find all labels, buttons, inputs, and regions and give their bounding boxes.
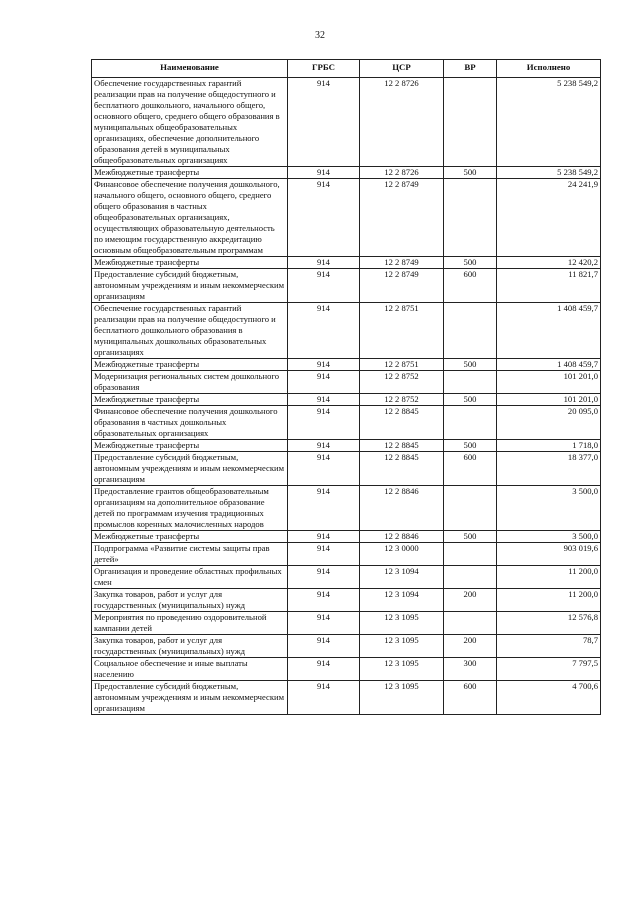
table-row	[92, 566, 601, 589]
header-vr: ВР	[444, 60, 497, 78]
cell-csr: 12 2 8751	[360, 359, 444, 371]
table-row	[92, 635, 601, 658]
cell-csr: 12 3 1095	[360, 635, 444, 658]
cell-amount: 1 408 459,7	[497, 359, 601, 371]
cell-csr: 12 3 1094	[360, 589, 444, 612]
cell-name: Межбюджетные трансферты	[92, 359, 288, 371]
cell-name: Предоставление субсидий бюджетным, автономным учреждениям и иным некоммерческим организациям	[92, 269, 288, 303]
cell-grbs: 914	[288, 486, 360, 531]
table-row	[92, 589, 601, 612]
table-row	[92, 371, 601, 394]
table-header-row	[92, 60, 601, 78]
cell-grbs: 914	[288, 167, 360, 179]
cell-vr: 300	[444, 658, 497, 681]
cell-vr: 600	[444, 681, 497, 715]
cell-amount: 4 700,6	[497, 681, 601, 715]
table-row	[92, 452, 601, 486]
cell-vr	[444, 612, 497, 635]
cell-grbs: 914	[288, 566, 360, 589]
cell-name: Закупка товаров, работ и услуг для государственных (муниципальных) нужд	[92, 635, 288, 658]
table-row	[92, 179, 601, 257]
cell-name: Финансовое обеспечение получения дошкольного, начального общего, основного общего, среднего общего образования в частных общеобразовательных организациях, осуществляющих образовательную деятельность по имеющим государственную аккредитацию основным общеобразовательным программам	[92, 179, 288, 257]
cell-grbs: 914	[288, 269, 360, 303]
cell-amount: 1 408 459,7	[497, 303, 601, 359]
page-number: 32	[315, 30, 325, 41]
cell-amount: 3 500,0	[497, 531, 601, 543]
table-row	[92, 359, 601, 371]
cell-grbs: 914	[288, 394, 360, 406]
cell-csr: 12 2 8845	[360, 406, 444, 440]
cell-grbs: 914	[288, 359, 360, 371]
cell-grbs: 914	[288, 452, 360, 486]
cell-csr: 12 3 1095	[360, 681, 444, 715]
table-row	[92, 531, 601, 543]
cell-grbs: 914	[288, 612, 360, 635]
cell-csr: 12 2 8846	[360, 486, 444, 531]
cell-grbs: 914	[288, 78, 360, 167]
table-row	[92, 269, 601, 303]
cell-csr: 12 3 0000	[360, 543, 444, 566]
cell-amount: 12 420,2	[497, 257, 601, 269]
table-row	[92, 440, 601, 452]
cell-amount: 11 821,7	[497, 269, 601, 303]
cell-name: Предоставление субсидий бюджетным, автономным учреждениям и иным некоммерческим организациям	[92, 452, 288, 486]
cell-csr: 12 2 8752	[360, 394, 444, 406]
table-row	[92, 303, 601, 359]
cell-csr: 12 2 8749	[360, 179, 444, 257]
header-grbs: ГРБС	[288, 60, 360, 78]
cell-amount: 18 377,0	[497, 452, 601, 486]
cell-vr: 500	[444, 257, 497, 269]
cell-grbs: 914	[288, 303, 360, 359]
cell-grbs: 914	[288, 635, 360, 658]
cell-amount: 5 238 549,2	[497, 167, 601, 179]
cell-name: Организация и проведение областных профильных смен	[92, 566, 288, 589]
cell-vr	[444, 486, 497, 531]
cell-amount: 11 200,0	[497, 589, 601, 612]
cell-name: Межбюджетные трансферты	[92, 394, 288, 406]
cell-csr: 12 2 8845	[360, 440, 444, 452]
cell-vr: 500	[444, 531, 497, 543]
cell-csr: 12 2 8846	[360, 531, 444, 543]
cell-amount: 903 019,6	[497, 543, 601, 566]
cell-amount: 101 201,0	[497, 394, 601, 406]
cell-grbs: 914	[288, 179, 360, 257]
header-amount: Исполнено	[497, 60, 601, 78]
cell-vr	[444, 179, 497, 257]
cell-amount: 5 238 549,2	[497, 78, 601, 167]
cell-csr: 12 2 8845	[360, 452, 444, 486]
cell-name: Обеспечение государственных гарантий реализации прав на получение общедоступного и бесплатного дошкольного, начального общего, основного общего, среднего общего образования в муниципальных общеобразовательных организациях, обеспечение дополнительного образования детей в муниципальных общеобразовательных организациях	[92, 78, 288, 167]
cell-grbs: 914	[288, 371, 360, 394]
cell-grbs: 914	[288, 681, 360, 715]
cell-csr: 12 3 1094	[360, 566, 444, 589]
header-csr: ЦСР	[360, 60, 444, 78]
cell-vr	[444, 543, 497, 566]
cell-grbs: 914	[288, 658, 360, 681]
table-row	[92, 486, 601, 531]
cell-csr: 12 3 1095	[360, 658, 444, 681]
cell-csr: 12 2 8752	[360, 371, 444, 394]
cell-csr: 12 2 8749	[360, 257, 444, 269]
cell-vr	[444, 78, 497, 167]
table-row	[92, 78, 601, 167]
cell-vr: 500	[444, 394, 497, 406]
cell-name: Межбюджетные трансферты	[92, 440, 288, 452]
cell-amount: 3 500,0	[497, 486, 601, 531]
cell-vr: 200	[444, 635, 497, 658]
cell-vr: 200	[444, 589, 497, 612]
cell-name: Межбюджетные трансферты	[92, 257, 288, 269]
budget-execution-table	[91, 59, 601, 715]
cell-name: Мероприятия по проведению оздоровительной кампании детей	[92, 612, 288, 635]
table-row	[92, 394, 601, 406]
cell-name: Подпрограмма «Развитие системы защиты прав детей»	[92, 543, 288, 566]
table-row	[92, 681, 601, 715]
cell-grbs: 914	[288, 531, 360, 543]
cell-csr: 12 2 8749	[360, 269, 444, 303]
cell-amount: 24 241,9	[497, 179, 601, 257]
cell-amount: 7 797,5	[497, 658, 601, 681]
table-row	[92, 543, 601, 566]
cell-vr	[444, 406, 497, 440]
table-row	[92, 257, 601, 269]
cell-csr: 12 2 8751	[360, 303, 444, 359]
cell-vr	[444, 371, 497, 394]
cell-csr: 12 2 8726	[360, 78, 444, 167]
cell-vr: 600	[444, 269, 497, 303]
header-name: Наименование	[92, 60, 288, 78]
cell-amount: 1 718,0	[497, 440, 601, 452]
cell-vr: 500	[444, 167, 497, 179]
cell-name: Предоставление грантов общеобразовательным организациям на дополнительное образование детей по программам изучения традиционных промыслов коренных малочисленных народов	[92, 486, 288, 531]
cell-name: Закупка товаров, работ и услуг для государственных (муниципальных) нужд	[92, 589, 288, 612]
cell-name: Предоставление субсидий бюджетным, автономным учреждениям и иным некоммерческим организациям	[92, 681, 288, 715]
cell-grbs: 914	[288, 589, 360, 612]
cell-vr: 500	[444, 359, 497, 371]
table-row	[92, 612, 601, 635]
cell-vr	[444, 303, 497, 359]
cell-grbs: 914	[288, 257, 360, 269]
cell-amount: 20 095,0	[497, 406, 601, 440]
cell-name: Межбюджетные трансферты	[92, 167, 288, 179]
cell-csr: 12 2 8726	[360, 167, 444, 179]
table-row	[92, 658, 601, 681]
cell-amount: 78,7	[497, 635, 601, 658]
cell-amount: 12 576,8	[497, 612, 601, 635]
cell-grbs: 914	[288, 406, 360, 440]
cell-csr: 12 3 1095	[360, 612, 444, 635]
cell-name: Модернизация региональных систем дошкольного образования	[92, 371, 288, 394]
cell-grbs: 914	[288, 543, 360, 566]
cell-amount: 11 200,0	[497, 566, 601, 589]
cell-vr: 600	[444, 452, 497, 486]
cell-name: Финансовое обеспечение получения дошкольного образования в частных дошкольных образовательных организациях	[92, 406, 288, 440]
cell-vr: 500	[444, 440, 497, 452]
cell-name: Обеспечение государственных гарантий реализации прав на получение общедоступного и бесплатного дошкольного образования в муниципальных дошкольных образовательных организациях	[92, 303, 288, 359]
cell-name: Социальное обеспечение и иные выплаты населению	[92, 658, 288, 681]
cell-name: Межбюджетные трансферты	[92, 531, 288, 543]
table-row	[92, 406, 601, 440]
cell-vr	[444, 566, 497, 589]
table-row	[92, 167, 601, 179]
cell-grbs: 914	[288, 440, 360, 452]
cell-amount: 101 201,0	[497, 371, 601, 394]
